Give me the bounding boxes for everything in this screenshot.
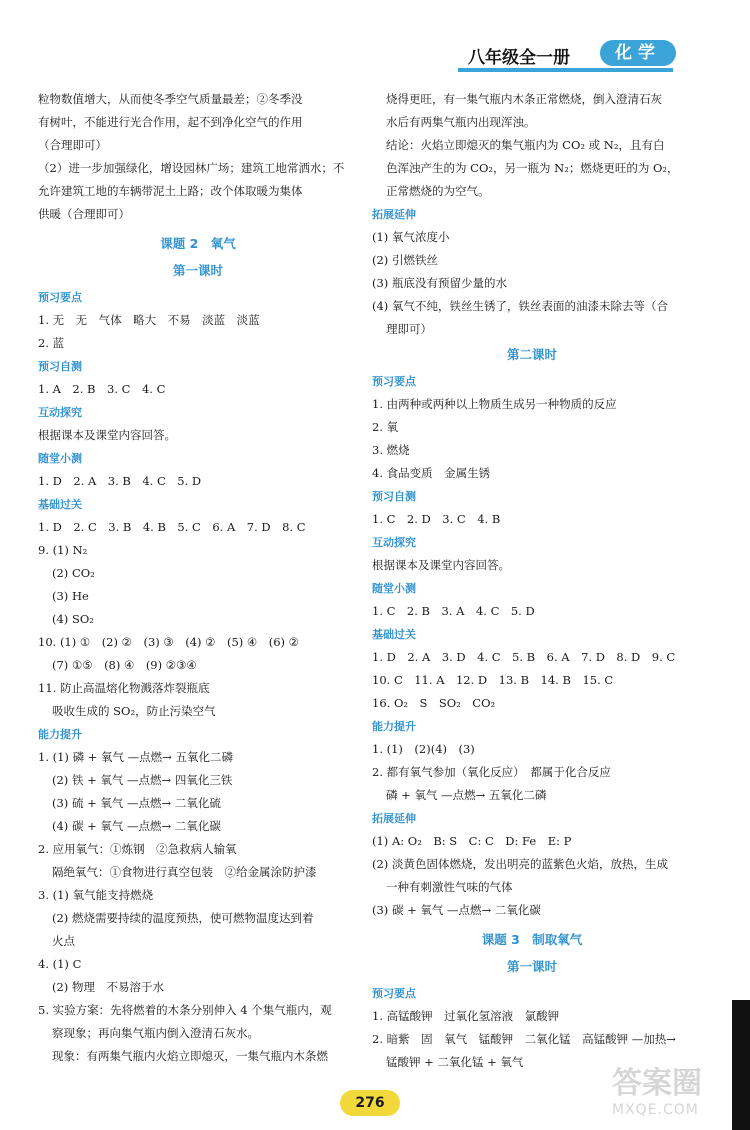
answer-line: 1. D 2. A 3. D 4. C 5. B 6. A 7. D 8. D 9. C (372, 650, 676, 664)
answer-line: 根据课本及课堂内容回答。 (372, 558, 510, 572)
answer-line: 理即可） (386, 322, 432, 336)
answer-line: (2) 物理 不易溶于水 (52, 980, 164, 994)
page-header (458, 38, 678, 74)
answer-line: 有树叶，不能进行光合作用，起不到净化空气的作用 (38, 115, 303, 129)
answer-line: 现象：有两集气瓶内火焰立即熄灭，一集气瓶内木条燃 (52, 1049, 328, 1063)
answer-line: (1) A: O₂ B: S C: C D: Fe E: P (372, 834, 572, 848)
answer-line: 3. 燃烧 (372, 443, 410, 457)
answer-line: (3) He (52, 589, 89, 603)
left-column (38, 88, 358, 1068)
answer-line: 1. D 2. C 3. B 4. B 5. C 6. A 7. D 8. C (38, 520, 306, 534)
answer-line: （合理即可） (38, 138, 107, 152)
answer-line: (7) ①⑤ (8) ④ (9) ②③④ (52, 658, 197, 672)
answer-line: (3) 瓶底没有预留少量的水 (372, 276, 507, 290)
answer-line: 供暖（合理即可） (38, 207, 130, 221)
section-heading: 基础过关 (372, 628, 416, 641)
topic-title: 课题 3 制取氧气 (481, 932, 583, 947)
answer-line: 4. (1) C (38, 957, 82, 971)
answer-line: 1. 高锰酸钾 过氧化氢溶液 氯酸钾 (372, 1009, 560, 1023)
answer-line: 粒物数值增大，从而使冬季空气质量最差；②冬季没 (38, 92, 303, 106)
answer-line: 10. (1) ① (2) ② (3) ③ (4) ② (5) ④ (6) ② (38, 635, 299, 649)
answer-line: 正常燃烧的为空气。 (386, 184, 490, 198)
answer-line: (4) SO₂ (52, 612, 94, 626)
lesson-title: 第二课时 (506, 347, 557, 362)
section-heading: 拓展延伸 (372, 208, 416, 221)
section-heading: 能力提升 (372, 720, 416, 733)
answer-line: 水后有两集气瓶内出现浑浊。 (386, 115, 536, 129)
answer-line: (3) 碳 + 氧气 —点燃→ 二氧化碳 (372, 903, 541, 917)
watermark-domain: MXQE.COM (612, 1102, 699, 1118)
answer-line: 隔绝氧气：①食物进行真空包装 ②给金属涂防护漆 (52, 865, 317, 879)
answer-line: 3. (1) 氧气能支持燃烧 (38, 888, 154, 902)
answer-line: 烧得更旺，有一集气瓶内木条正常燃烧，倒入澄清石灰 (386, 92, 662, 106)
right-column (372, 88, 692, 1074)
answer-line: 吸收生成的 SO₂，防止污染空气 (52, 704, 216, 718)
answer-line: 色浑浊产生的为 CO₂，另一瓶为 N₂；燃烧更旺的为 O₂， (386, 161, 679, 175)
answer-line: (2) CO₂ (52, 566, 95, 580)
answer-line: 16. O₂ S SO₂ CO₂ (372, 696, 496, 710)
page-number: 276 (340, 1090, 400, 1116)
answer-line: (1) 氧气浓度小 (372, 230, 450, 244)
answer-line: 10. C 11. A 12. D 13. B 14. B 15. C (372, 673, 614, 687)
lesson-title: 第一课时 (172, 263, 223, 278)
header-rule (458, 68, 673, 72)
section-heading: 预习自测 (372, 490, 416, 503)
answer-line: 5. 实验方案：先将燃着的木条分别伸入 4 个集气瓶内，观 (38, 1003, 332, 1017)
answer-line: 1. C 2. D 3. C 4. B (372, 512, 501, 526)
answer-line: 1. 无 无 气体 略大 不易 淡蓝 淡蓝 (38, 313, 260, 327)
section-heading: 预习要点 (372, 987, 416, 1000)
answer-line: 1. 由两种或两种以上物质生成另一种物质的反应 (372, 397, 617, 411)
watermark (612, 1058, 730, 1118)
section-heading: 互动探究 (38, 406, 82, 419)
section-heading: 拓展延伸 (372, 812, 416, 825)
answer-line: 2. 暗紫 固 氧气 锰酸钾 二氧化锰 高锰酸钾 —加热→ (372, 1032, 676, 1046)
answer-line: 2. 都有氧气参加（氧化反应） 都属于化合反应 (372, 765, 611, 779)
section-heading: 互动探究 (372, 536, 416, 549)
subject-badge: 化学 (600, 40, 676, 66)
section-heading: 随堂小测 (38, 452, 82, 465)
watermark-logo-text: 答案圈 (612, 1066, 702, 1101)
answer-line: 1. (1) (2)(4) (3) (372, 742, 475, 756)
section-heading: 能力提升 (38, 728, 82, 741)
answer-line: (2) 燃烧需要持续的温度预热，使可燃物温度达到着 (52, 911, 314, 925)
answer-line: 一种有刺激性气味的气体 (386, 880, 513, 894)
section-heading: 预习要点 (38, 291, 82, 304)
answer-line: 察现象；再向集气瓶内倒入澄清石灰水。 (52, 1026, 259, 1040)
answer-line: 结论：火焰立即熄灭的集气瓶内为 CO₂ 或 N₂，且有白 (386, 138, 665, 152)
answer-line: 1. (1) 磷 + 氧气 —点燃→ 五氧化二磷 (38, 750, 233, 764)
answer-line: （2）进一步加强绿化，增设园林广场；建筑工地常洒水；不 (38, 161, 345, 175)
answer-line: (3) 硫 + 氧气 —点燃→ 二氧化硫 (52, 796, 221, 810)
answer-line: 磷 + 氧气 —点燃→ 五氧化二磷 (386, 788, 547, 802)
answer-line: (2) 淡黄色固体燃烧，发出明亮的蓝紫色火焰，放热，生成 (372, 857, 668, 871)
answer-line: 根据课本及课堂内容回答。 (38, 428, 176, 442)
answer-line: 火点 (52, 934, 75, 948)
answer-line: 锰酸钾 + 二氧化锰 + 氧气 (386, 1055, 524, 1069)
grade-label: 八年级全一册 (468, 48, 570, 68)
topic-title: 课题 2 氧气 (160, 236, 236, 251)
answer-line: 9. (1) N₂ (38, 543, 88, 557)
lesson-title: 第一课时 (506, 959, 557, 974)
answer-line: 4. 食品变质 金属生锈 (372, 466, 491, 480)
section-heading: 基础过关 (38, 498, 82, 511)
section-heading: 预习自测 (38, 360, 82, 373)
answer-line: 2. 氧 (372, 420, 399, 434)
answer-line: 1. D 2. A 3. B 4. C 5. D (38, 474, 202, 488)
answer-line: 2. 应用氧气：①炼钢 ②急救病人输氧 (38, 842, 237, 856)
answer-line: 允许建筑工地的车辆带泥土上路；改个体取暖为集体 (38, 184, 303, 198)
edge-tab (732, 1000, 750, 1130)
answer-line: 2. 蓝 (38, 336, 65, 350)
answer-line: (2) 引燃铁丝 (372, 253, 438, 267)
section-heading: 预习要点 (372, 375, 416, 388)
answer-line: (2) 铁 + 氧气 —点燃→ 四氧化三铁 (52, 773, 233, 787)
answer-line: 1. C 2. B 3. A 4. C 5. D (372, 604, 535, 618)
section-heading: 随堂小测 (372, 582, 416, 595)
answer-line: (4) 碳 + 氧气 —点燃→ 二氧化碳 (52, 819, 221, 833)
answer-line: 11. 防止高温熔化物溅落炸裂瓶底 (38, 681, 210, 695)
answer-line: (4) 氧气不纯，铁丝生锈了，铁丝表面的油漆未除去等（合 (372, 299, 668, 313)
answer-line: 1. A 2. B 3. C 4. C (38, 382, 166, 396)
